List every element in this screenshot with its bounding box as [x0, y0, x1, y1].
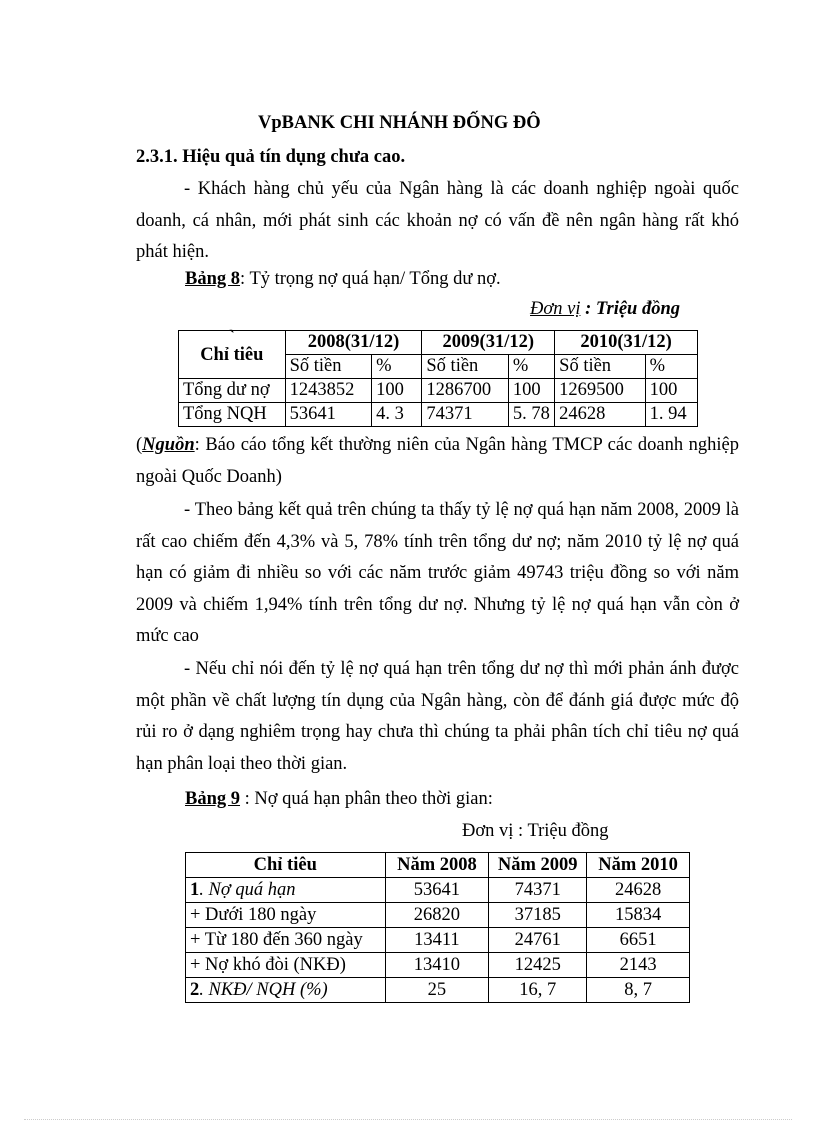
table8-chitieu-label: Chỉ tiêu	[200, 345, 264, 365]
table9-row-label	[186, 978, 386, 1003]
table8-source: (Nguồn: Báo cáo tổng kết thường niên của Ngân hàng TMCP các doanh nghiệp ngoài Quốc Doanh)	[136, 435, 739, 487]
table8-chitieu-header	[179, 328, 286, 379]
table8-cell: 1. 94	[645, 403, 697, 427]
table8-cell: 100	[645, 379, 697, 403]
table9-row-label	[186, 878, 386, 903]
table9-row-text: . Nợ quá hạn	[199, 879, 296, 900]
table8-subheader: Số tiền	[285, 355, 372, 379]
table8-cell: 1269500	[555, 379, 646, 403]
paragraph-2	[136, 495, 739, 653]
section-title: 2.3.1. Hiệu quả tín dụng chưa cao.	[136, 147, 406, 167]
table8-subheader: %	[508, 355, 554, 379]
page-header: VpBANK CHI NHÁNH ĐỐNG ĐÔ	[258, 113, 541, 133]
table8-unit-text: : Triệu đồng	[580, 299, 680, 319]
table9-cell: 25	[385, 978, 489, 1003]
table-row	[186, 953, 690, 978]
table9-row-label: + Dưới 180 ngày	[186, 903, 386, 928]
table9-cell: 8, 7	[587, 978, 690, 1003]
table8-tick: `	[228, 328, 235, 348]
table9-row-label: + Từ 180 đến 360 ngày	[186, 928, 386, 953]
table9-cell: 13410	[385, 953, 489, 978]
table9-caption-label: Bảng 9	[185, 789, 241, 809]
table9-cell: 74371	[489, 878, 587, 903]
table9-caption-text: : Nợ quá hạn phân theo thời gian:	[240, 789, 493, 809]
table9-cell: 24761	[489, 928, 587, 953]
paragraph-3	[136, 654, 739, 780]
table8-caption-label: Bảng 8	[185, 269, 241, 289]
table9-unit: Đơn vị : Triệu đồng	[462, 821, 609, 841]
table8-cell: 100	[508, 379, 554, 403]
table9-cell: 12425	[489, 953, 587, 978]
table8-row-label: Tổng NQH	[179, 403, 286, 427]
table9-caption	[185, 789, 493, 810]
paragraph-2-text: - Theo bảng kết quả trên chúng ta thấy tỷ lệ nợ quá hạn năm 2008, 2009 là rất cao chiếm đến 4,3% và 5, 78% tính trên tổng dư nợ; năm 2010 tỷ lệ nợ quá hạn có giảm đi nhiều so với các năm trước giảm 49743 triệu đồng so với năm 2009 và chiếm 1,94% tính trên tổng dư nợ. Nhưng tỷ lệ nợ quá hạn vẫn còn ở mức cao	[136, 500, 739, 646]
table8-cell: 74371	[422, 403, 509, 427]
paragraph-1	[136, 174, 739, 269]
table9-row-num: 2	[190, 979, 200, 1000]
table8-row-label: Tổng dư nợ	[179, 379, 286, 403]
table-row	[186, 928, 690, 953]
table-8	[178, 330, 698, 427]
table9-header: Chỉ tiêu	[186, 853, 386, 878]
table9-row-text: . NKĐ/ NQH (%)	[199, 979, 328, 1000]
table8-subheader: %	[372, 355, 422, 379]
table9-cell: 6651	[587, 928, 690, 953]
table9-header: Năm 2009	[489, 853, 587, 878]
table-row	[179, 403, 698, 427]
table8-year-2009: 2009(31/12)	[422, 331, 555, 355]
table9-cell: 37185	[489, 903, 587, 928]
table8-subheader: Số tiền	[555, 355, 646, 379]
table9-header: Năm 2008	[385, 853, 489, 878]
table8-subheader: %	[645, 355, 697, 379]
paragraph-3-text: - Nếu chỉ nói đến tỷ lệ nợ quá hạn trên tổng dư nợ thì mới phản ánh được một phần về chất lượng tín dụng của Ngân hàng, còn để đánh giá được mức độ rủi ro ở dạng nghiêm trọng hay chưa thì chúng ta phải phân tích chỉ tiêu nợ quá hạn phân loại theo thời gian.	[136, 659, 739, 774]
table8-cell: 24628	[555, 403, 646, 427]
table9-cell: 24628	[587, 878, 690, 903]
table8-cell: 4. 3	[372, 403, 422, 427]
source-text: : Báo cáo tổng kết thường niên của Ngân hàng TMCP các doanh nghiệp ngoài Quốc Doanh)	[136, 435, 739, 487]
source-label: Nguồn	[142, 435, 195, 455]
table-9	[185, 852, 690, 1003]
table8-year-2010: 2010(31/12)	[555, 331, 698, 355]
table-row	[186, 878, 690, 903]
table-row	[186, 903, 690, 928]
table8-unit-label: Đơn vị	[530, 299, 581, 319]
table8-unit	[530, 299, 680, 320]
table9-row-num: 1	[190, 879, 200, 900]
table9-header: Năm 2010	[587, 853, 690, 878]
table8-caption	[185, 269, 501, 290]
table9-row-label: + Nợ khó đòi (NKĐ)	[186, 953, 386, 978]
table9-cell: 15834	[587, 903, 690, 928]
table8-subheader: Số tiền	[422, 355, 509, 379]
page-bottom-divider	[24, 1119, 792, 1120]
table9-cell: 16, 7	[489, 978, 587, 1003]
table8-caption-text: : Tỷ trọng nợ quá hạn/ Tổng dư nợ.	[240, 269, 501, 289]
table8-cell: 100	[372, 379, 422, 403]
table-row	[179, 379, 698, 403]
table9-cell: 2143	[587, 953, 690, 978]
table9-cell: 26820	[385, 903, 489, 928]
table8-year-2008: 2008(31/12)	[285, 331, 422, 355]
table8-cell: 5. 78	[508, 403, 554, 427]
table-row	[186, 978, 690, 1003]
table8-cell: 53641	[285, 403, 372, 427]
paragraph-1-text: - Khách hàng chủ yếu của Ngân hàng là các doanh nghiệp ngoài quốc doanh, cá nhân, mới phát sinh các khoản nợ có vấn đề nên ngân hàng rất khó phát hiện.	[136, 179, 739, 262]
table9-cell: 53641	[385, 878, 489, 903]
table8-cell: 1286700	[422, 379, 509, 403]
table9-cell: 13411	[385, 928, 489, 953]
table8-cell: 1243852	[285, 379, 372, 403]
